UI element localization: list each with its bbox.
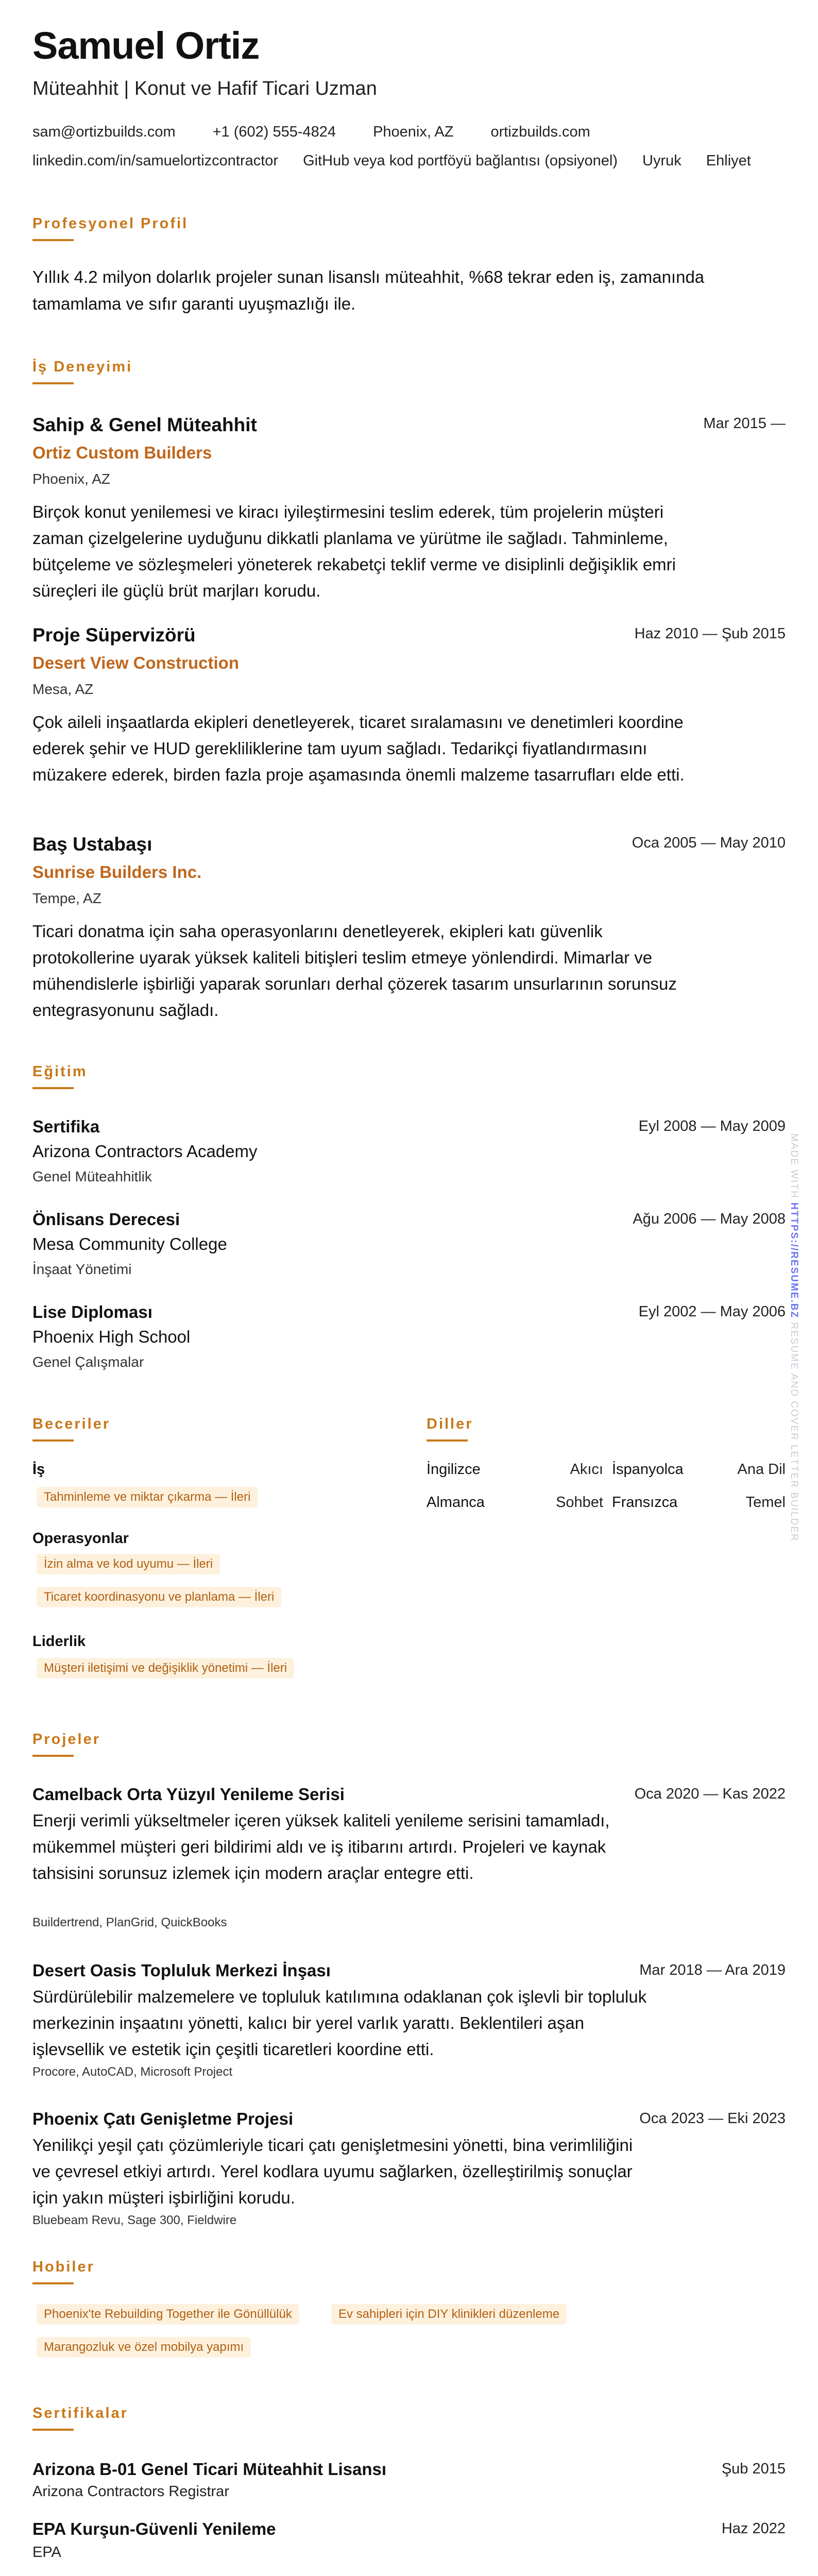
project-tools: Bluebeam Revu, Sage 300, Fieldwire	[32, 2213, 237, 2227]
language-name: Fransızca	[612, 1494, 678, 1511]
certification-issuer: EPA	[32, 2544, 61, 2561]
section-heading-certifications: Sertifikalar	[32, 2405, 128, 2421]
section-heading-projects: Projeler	[32, 1731, 100, 1748]
hobby-tag: Phoenix'te Rebuilding Together ile Gönüllülük	[37, 2304, 299, 2325]
education-degree: Sertifika	[32, 1117, 100, 1136]
skill-tag: Müşteri iletişimi ve değişiklik yönetimi — İleri	[37, 1658, 294, 1679]
project-description: Enerji verimli yükseltmeler içeren yüksek kaliteli yenileme serisini tamamladı, mükemmel müşteri geri bildirimi aldı ve iş itibarını artırdı. Projeleri ve kaynak tahsisini sorunsuz izlemek için modern araçlar entegre etti.	[32, 1811, 610, 1883]
citizenship: Uyruk	[642, 152, 681, 169]
job-location: Tempe, AZ	[32, 890, 101, 906]
education-date: Eyl 2008 — May 2009	[638, 1118, 786, 1134]
job-location: Phoenix, AZ	[32, 471, 110, 487]
builder-watermark	[788, 1133, 799, 1542]
skill-tag: Tahminleme ve miktar çıkarma — İleri	[37, 1487, 258, 1507]
language-level: Ana Dil	[737, 1461, 786, 1478]
education-field: Genel Çalışmalar	[32, 1354, 144, 1370]
language-name: İspanyolca	[612, 1461, 684, 1478]
certification-title: Arizona B-01 Genel Ticari Müteahhit Lisansı	[32, 2460, 387, 2479]
section-rule	[32, 1755, 74, 1757]
job-date: Oca 2005 — May 2010	[632, 835, 786, 851]
candidate-name: Samuel Ortiz	[32, 24, 260, 67]
job-company: Ortiz Custom Builders	[32, 443, 212, 462]
section-heading-hobbies: Hobiler	[32, 2259, 95, 2275]
language-level: Sohbet	[556, 1494, 603, 1511]
hobby-tag: Marangozluk ve özel mobilya yapımı	[37, 2337, 251, 2358]
linkedin-link[interactable]: linkedin.com/in/samuelortizcontractor	[32, 152, 279, 169]
watermark-prefix: MADE WITH	[789, 1133, 799, 1199]
language-level: Akıcı	[570, 1461, 603, 1478]
watermark-link[interactable]: HTTPS://RESUME.BZ	[789, 1202, 799, 1319]
education-school: Arizona Contractors Academy	[32, 1142, 258, 1161]
certification-date: Şub 2015	[721, 2461, 786, 2477]
project-title: Camelback Orta Yüzyıl Yenileme Serisi	[32, 1785, 345, 1804]
education-date: Ağu 2006 — May 2008	[633, 1211, 786, 1227]
section-rule	[32, 1439, 74, 1442]
location: Phoenix, AZ	[373, 124, 454, 140]
section-rule	[427, 1439, 468, 1442]
project-title: Phoenix Çatı Genişletme Projesi	[32, 2109, 294, 2128]
skill-group-name: İş	[32, 1461, 45, 1478]
education-degree: Lise Diploması	[32, 1302, 152, 1321]
education-field: İnşaat Yönetimi	[32, 1261, 132, 1277]
candidate-title: Müteahhit | Konut ve Hafif Ticari Uzman	[32, 78, 377, 99]
language-level: Temel	[745, 1494, 786, 1511]
certification-issuer: Arizona Contractors Registrar	[32, 2483, 229, 2500]
project-description: Sürdürülebilir malzemelere ve topluluk katılımına odaklanan çok işlevli bir topluluk merkezinin inşaatını yönetti, kalıcı bir yerel varlık yarattı. Beklentileri aşan işlevsellik ve estetik için çeşitli ticaretleri koordine etti.	[32, 1987, 647, 2059]
github-link[interactable]: GitHub veya kod portföyü bağlantısı (opsiyonel)	[303, 152, 618, 169]
section-rule	[32, 1087, 74, 1089]
project-date: Oca 2020 — Kas 2022	[634, 1786, 786, 1802]
website-link[interactable]: ortizbuilds.com	[490, 124, 590, 140]
section-rule	[32, 239, 74, 241]
job-description: Birçok konut yenilemesi ve kiracı iyileştirmesini teslim ederek, tüm projelerin müşteri zaman çizelgelerine uyduğunu dikkatli planlama ve yürütme ile sağladı. Tahminleme, bütçeleme ve sözleşmeleri yöneterek rekabetçi teklif verme ve disiplinli değişiklik emri süreçleri ile güçlü brüt marjları korudu.	[32, 502, 676, 600]
hobby-tag: Ev sahipleri için DIY klinikleri düzenleme	[331, 2304, 567, 2325]
project-title: Desert Oasis Topluluk Merkezi İnşası	[32, 1961, 331, 1980]
section-heading-profile: Profesyonel Profil	[32, 215, 189, 232]
education-school: Mesa Community College	[32, 1234, 227, 1253]
job-title: Proje Süpervizörü	[32, 624, 196, 646]
job-company: Sunrise Builders Inc.	[32, 862, 202, 882]
section-rule	[32, 382, 74, 384]
language-name: Almanca	[427, 1494, 485, 1511]
job-location: Mesa, AZ	[32, 681, 94, 697]
skill-group-name: Liderlik	[32, 1633, 86, 1650]
job-company: Desert View Construction	[32, 653, 239, 672]
skill-group-name: Operasyonlar	[32, 1530, 129, 1547]
section-heading-skills: Beceriler	[32, 1416, 111, 1432]
email-link[interactable]: sam@ortizbuilds.com	[32, 124, 176, 140]
education-field: Genel Müteahhitlik	[32, 1168, 152, 1184]
project-tools: Procore, AutoCAD, Microsoft Project	[32, 2065, 233, 2079]
skill-tag: İzin alma ve kod uyumu — İleri	[37, 1554, 220, 1574]
job-description: Ticari donatma için saha operasyonlarını denetleyerek, ekipleri katı güvenlik protokollerine uyarak yüksek kaliteli bitişleri teslim etmeye yönlendirdi. Mimarlar ve mühendislerle işbirliği yaparak sorunları derhal çözerek tasarım unsurlarının sorunsuz entegrasyonunu sağladı.	[32, 922, 677, 1020]
job-date: Haz 2010 — Şub 2015	[634, 625, 786, 642]
phone-number[interactable]: +1 (602) 555-4824	[212, 124, 336, 140]
contact-row-secondary	[32, 152, 751, 170]
certification-title: EPA Kurşun-Güvenli Yenileme	[32, 2519, 276, 2538]
driving-license: Ehliyet	[706, 152, 751, 169]
job-description: Çok aileli inşaatlarda ekipleri denetleyerek, ticaret sıralamasını ve denetimleri koordine ederek şehir ve HUD gerekliliklerine tam uyum sağladı. Tedarikçi fiyatlandırmasını müzakere ederek, birden fazla proje aşamasında önemli malzeme tasarrufları elde etti.	[32, 713, 685, 784]
job-date: Mar 2015 —	[703, 415, 786, 432]
watermark-suffix: RESUME AND COVER LETTER BUILDER	[789, 1322, 799, 1542]
certification-date: Haz 2022	[721, 2520, 786, 2537]
section-heading-experience: İş Deneyimi	[32, 359, 133, 375]
education-degree: Önlisans Derecesi	[32, 1210, 180, 1229]
job-title: Sahip & Genel Müteahhit	[32, 414, 257, 435]
project-tools: Buildertrend, PlanGrid, QuickBooks	[32, 1916, 227, 1929]
job-title: Baş Ustabaşı	[32, 834, 152, 855]
education-school: Phoenix High School	[32, 1327, 191, 1346]
section-rule	[32, 2429, 74, 2431]
language-name: İngilizce	[427, 1461, 481, 1478]
project-date: Mar 2018 — Ara 2019	[639, 1962, 786, 1978]
project-date: Oca 2023 — Eki 2023	[639, 2110, 786, 2127]
project-description: Yenilikçi yeşil çatı çözümleriyle ticari çatı genişletmesini yönetti, bina verimliliğini ve çevresel etkiyi artırdı. Yerel kodlara uyumu sağlarken, özelleştirilmiş sonuçlar için yakın müşteri işbirliğini korudu.	[32, 2136, 633, 2207]
contact-row-primary	[32, 124, 590, 141]
section-rule	[32, 2282, 74, 2284]
education-date: Eyl 2002 — May 2006	[638, 1303, 786, 1320]
skill-tag: Ticaret koordinasyonu ve planlama — İleri	[37, 1587, 281, 1607]
section-heading-languages: Diller	[427, 1416, 473, 1432]
profile-summary: Yıllık 4.2 milyon dolarlık projeler sunan lisanslı müteahhit, %68 tekrar eden iş, zamanında tamamlama ve sıfır garanti uyuşmazlığı ile.	[32, 267, 705, 313]
section-heading-education: Eğitim	[32, 1063, 88, 1080]
